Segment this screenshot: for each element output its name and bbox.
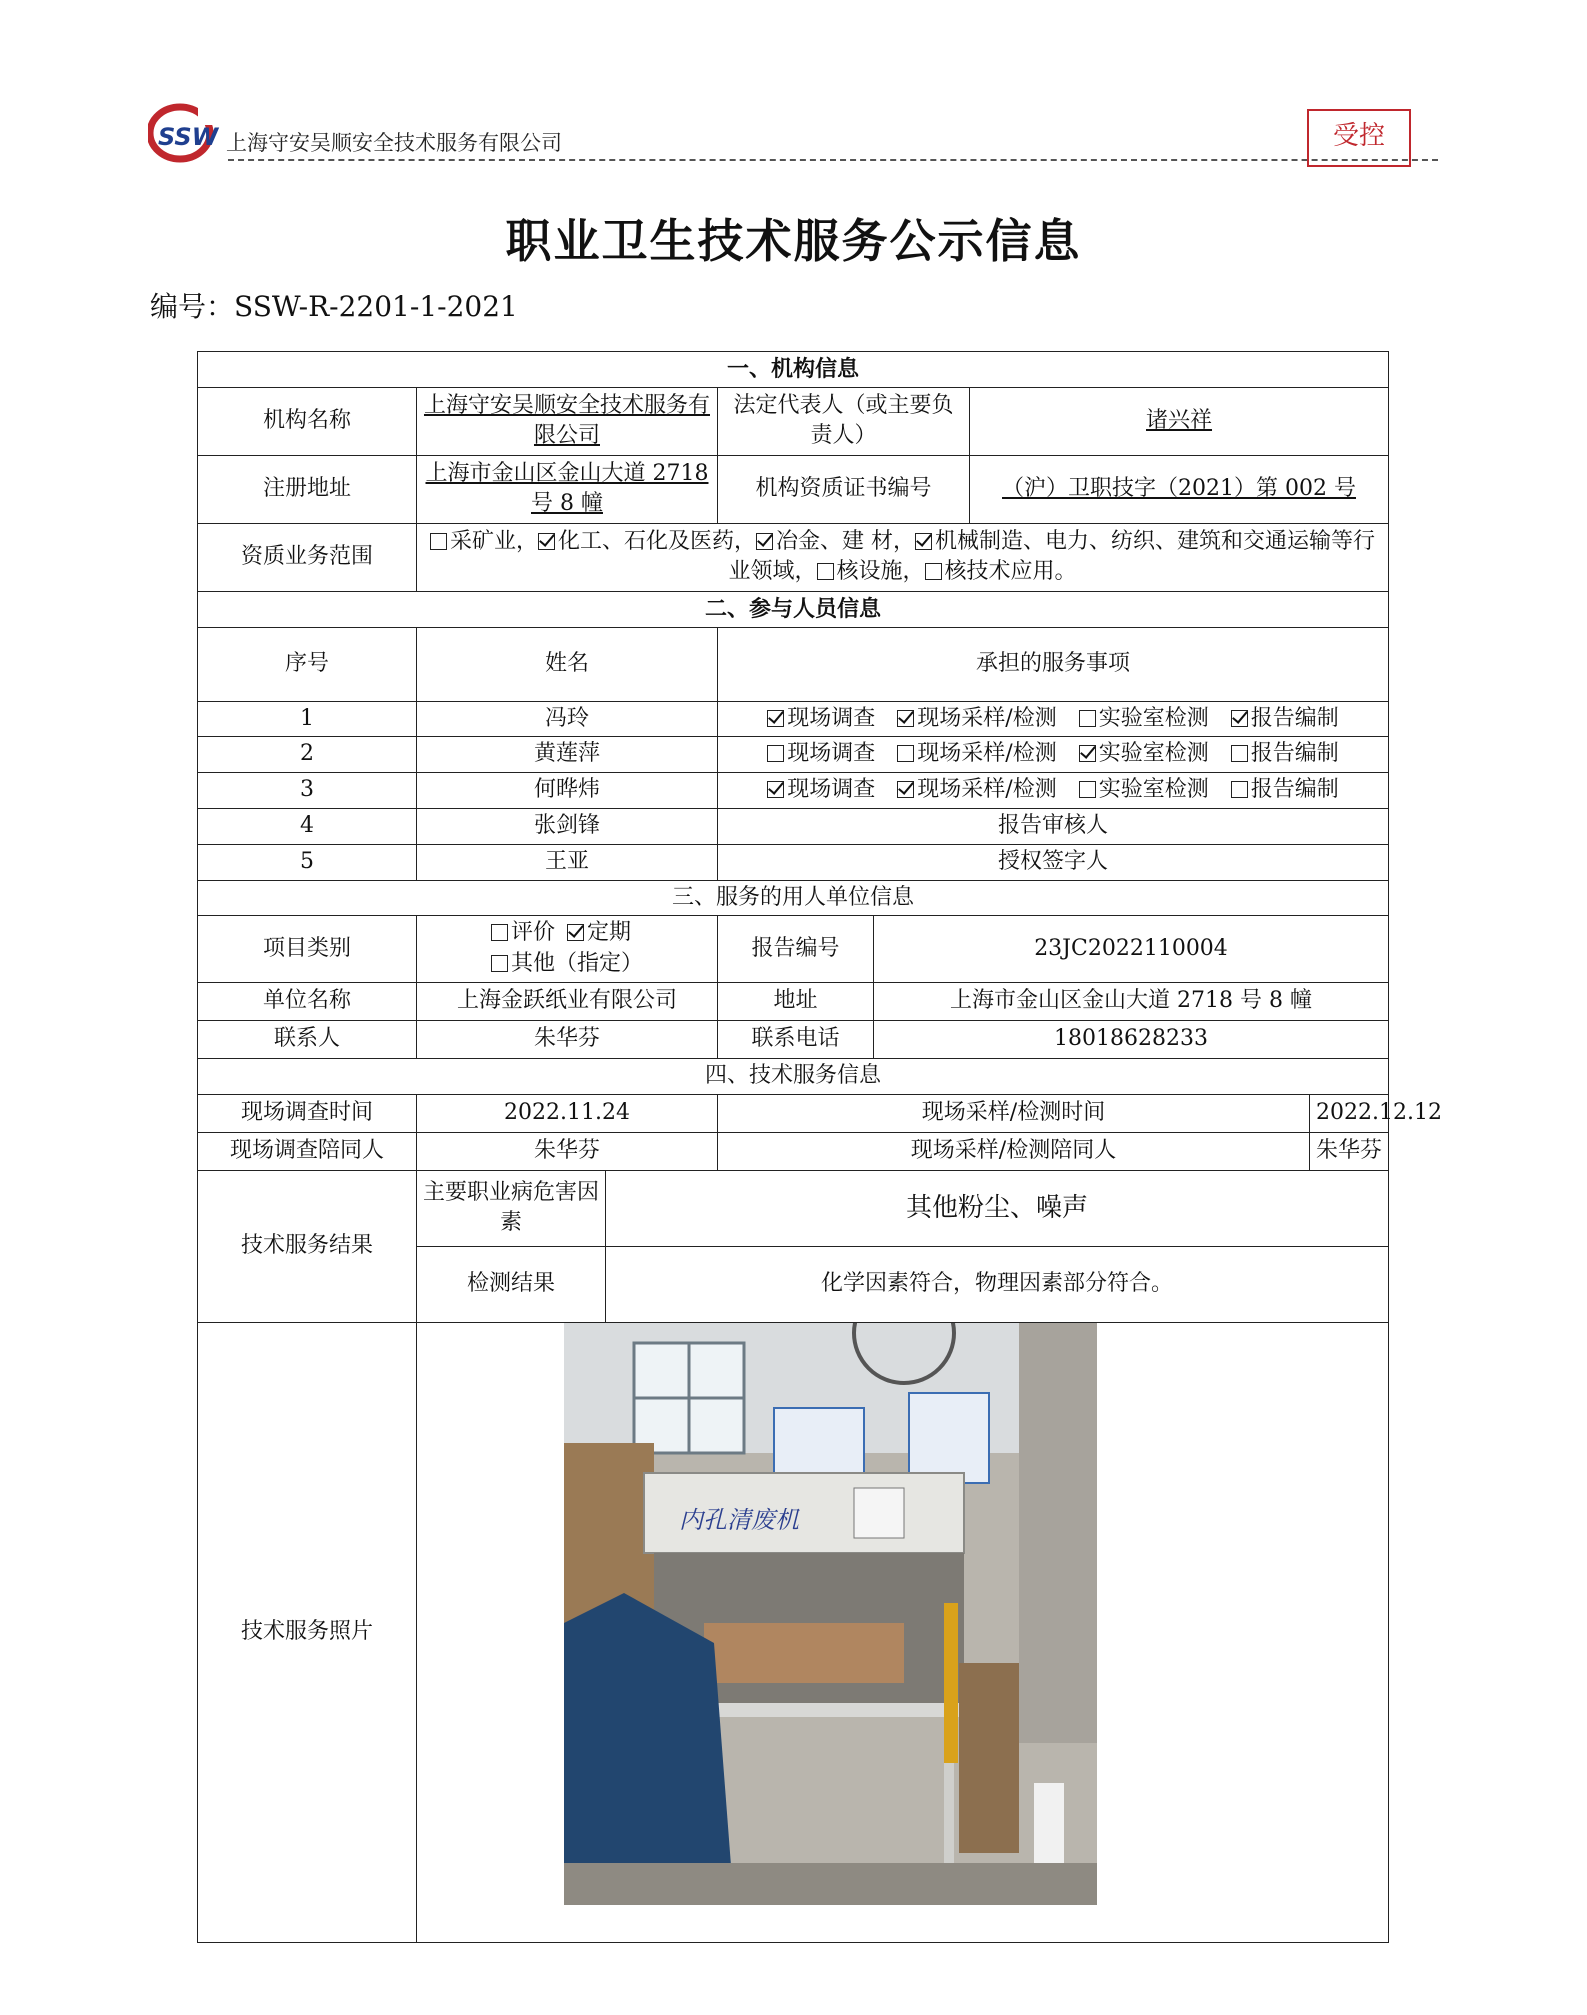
staff-col-no: 序号 <box>198 627 417 701</box>
table-row <box>198 844 1389 880</box>
checkbox <box>897 710 914 727</box>
service-photo <box>564 1323 1097 1905</box>
table-row <box>198 701 1389 737</box>
checkbox <box>1079 781 1096 798</box>
ssw-logo <box>148 97 220 165</box>
checkbox <box>756 533 773 550</box>
contact-value: 朱华芬 <box>417 1020 718 1058</box>
checkbox <box>567 924 584 941</box>
machine-sign: 内孔清废机 <box>679 1505 799 1534</box>
staff-role: 报告审核人 <box>718 808 1389 844</box>
checkbox <box>925 563 942 580</box>
unit-address-value: 上海市金山区金山大道 2718 号 8 幢 <box>874 982 1389 1020</box>
survey-time-label: 现场调查时间 <box>198 1094 417 1132</box>
scope-item: 冶金、建 材， <box>756 529 915 554</box>
controlled-stamp: 受控 <box>1307 109 1411 167</box>
staff-no: 4 <box>198 808 417 844</box>
checkbox <box>1079 710 1096 727</box>
org-scope <box>417 523 1389 591</box>
staff-name: 王亚 <box>417 844 718 880</box>
staff-no: 5 <box>198 844 417 880</box>
unit-address-label: 地址 <box>718 982 874 1020</box>
checkbox <box>817 563 834 580</box>
project-type-label: 项目类别 <box>198 916 417 983</box>
disclosure-form <box>197 351 1442 1943</box>
logo-text: SSW <box>158 123 219 151</box>
workshop-photo <box>564 1323 1097 1905</box>
org-name-label: 机构名称 <box>198 387 417 455</box>
staff-name: 何晔炜 <box>417 773 718 809</box>
staff-no: 1 <box>198 701 417 737</box>
staff-duties: 现场调查 现场采样/检测 实验室检测 报告编制 <box>718 737 1389 773</box>
checkbox <box>491 924 508 941</box>
photo-cell <box>417 1322 1389 1942</box>
checkbox <box>897 745 914 762</box>
survey-escort-label: 现场调查陪同人 <box>198 1132 417 1170</box>
section-service: 四、技术服务信息 <box>198 1058 1389 1094</box>
checkbox <box>767 710 784 727</box>
staff-no: 2 <box>198 737 417 773</box>
scope-item: 核技术应用。 <box>925 559 1077 584</box>
checkbox <box>430 533 447 550</box>
project-type-options: 评价 定期其他（指定） <box>417 916 718 983</box>
sampling-escort-value: 朱华芬 <box>1310 1132 1389 1170</box>
scope-item: 采矿业， <box>430 529 538 554</box>
contact-label: 联系人 <box>198 1020 417 1058</box>
checkbox <box>1231 781 1248 798</box>
org-scope-label: 资质业务范围 <box>198 523 417 591</box>
staff-col-name: 姓名 <box>417 627 718 701</box>
detect-value: 化学因素符合，物理因素部分符合。 <box>606 1246 1389 1322</box>
staff-role: 授权签字人 <box>718 844 1389 880</box>
detect-label: 检测结果 <box>417 1246 606 1322</box>
photo-label: 技术服务照片 <box>198 1322 417 1942</box>
staff-name: 黄莲萍 <box>417 737 718 773</box>
report-number-value: 23JC2022110004 <box>874 916 1389 983</box>
sampling-time-label: 现场采样/检测时间 <box>718 1094 1310 1132</box>
scope-item: 化工、石化及医药， <box>538 529 756 554</box>
scope-item: 机械制造、电力、纺织、建筑和交通运输等行业领域， <box>728 528 1376 585</box>
checkbox <box>897 781 914 798</box>
checkbox <box>1231 710 1248 727</box>
checkbox <box>767 745 784 762</box>
section-staff: 二、参与人员信息 <box>198 591 1389 627</box>
scope-item: 核设施， <box>817 559 925 584</box>
checkbox <box>538 533 555 550</box>
header-divider <box>228 159 1438 161</box>
unit-name-value: 上海金跃纸业有限公司 <box>417 982 718 1020</box>
staff-col-duty: 承担的服务事项 <box>718 627 1389 701</box>
org-rep-value: 诸兴祥 <box>970 387 1389 455</box>
phone-value: 18018628233 <box>874 1020 1389 1058</box>
checkbox <box>1231 745 1248 762</box>
checkbox <box>1079 745 1096 762</box>
checkbox <box>491 955 508 972</box>
unit-name-label: 单位名称 <box>198 982 417 1020</box>
result-label: 技术服务结果 <box>198 1170 417 1322</box>
hazard-label: 主要职业病危害因素 <box>417 1170 606 1246</box>
survey-time-value: 2022.11.24 <box>417 1094 718 1132</box>
table-row <box>198 737 1389 773</box>
checkbox <box>915 533 932 550</box>
org-address-label: 注册地址 <box>198 455 417 523</box>
section-client: 三、服务的用人单位信息 <box>198 880 1389 916</box>
org-rep-label: 法定代表人（或主要负责人） <box>718 387 970 455</box>
sampling-time-value: 2022.12.12 <box>1310 1094 1389 1132</box>
org-name-value: 上海守安吴顺安全技术服务有限公司 <box>417 387 718 455</box>
org-cert-label: 机构资质证书编号 <box>718 455 970 523</box>
org-cert-value: （沪）卫职技字（2021）第 002 号 <box>970 455 1389 523</box>
staff-duties: 现场调查 现场采样/检测 实验室检测 报告编制 <box>718 701 1389 737</box>
report-number-label: 报告编号 <box>718 916 874 983</box>
section-org: 一、机构信息 <box>198 352 1389 388</box>
checkbox <box>767 781 784 798</box>
survey-escort-value: 朱华芬 <box>417 1132 718 1170</box>
phone-label: 联系电话 <box>718 1020 874 1058</box>
page-title: 职业卫生技术服务公示信息 <box>505 214 1082 268</box>
page-header <box>148 95 1438 167</box>
staff-name: 冯玲 <box>417 701 718 737</box>
staff-duties: 现场调查 现场采样/检测 实验室检测 报告编制 <box>718 773 1389 809</box>
org-address-value: 上海市金山区金山大道 2718 号 8 幢 <box>417 455 718 523</box>
staff-no: 3 <box>198 773 417 809</box>
company-name: 上海守安吴顺安全技术服务有限公司 <box>226 131 562 155</box>
sampling-escort-label: 现场采样/检测陪同人 <box>718 1132 1310 1170</box>
staff-name: 张剑锋 <box>417 808 718 844</box>
table-row <box>198 773 1389 809</box>
document-number: 编号：SSW-R-2201-1-2021 <box>150 290 518 323</box>
hazard-value: 其他粉尘、噪声 <box>606 1170 1389 1246</box>
table-row <box>198 808 1389 844</box>
